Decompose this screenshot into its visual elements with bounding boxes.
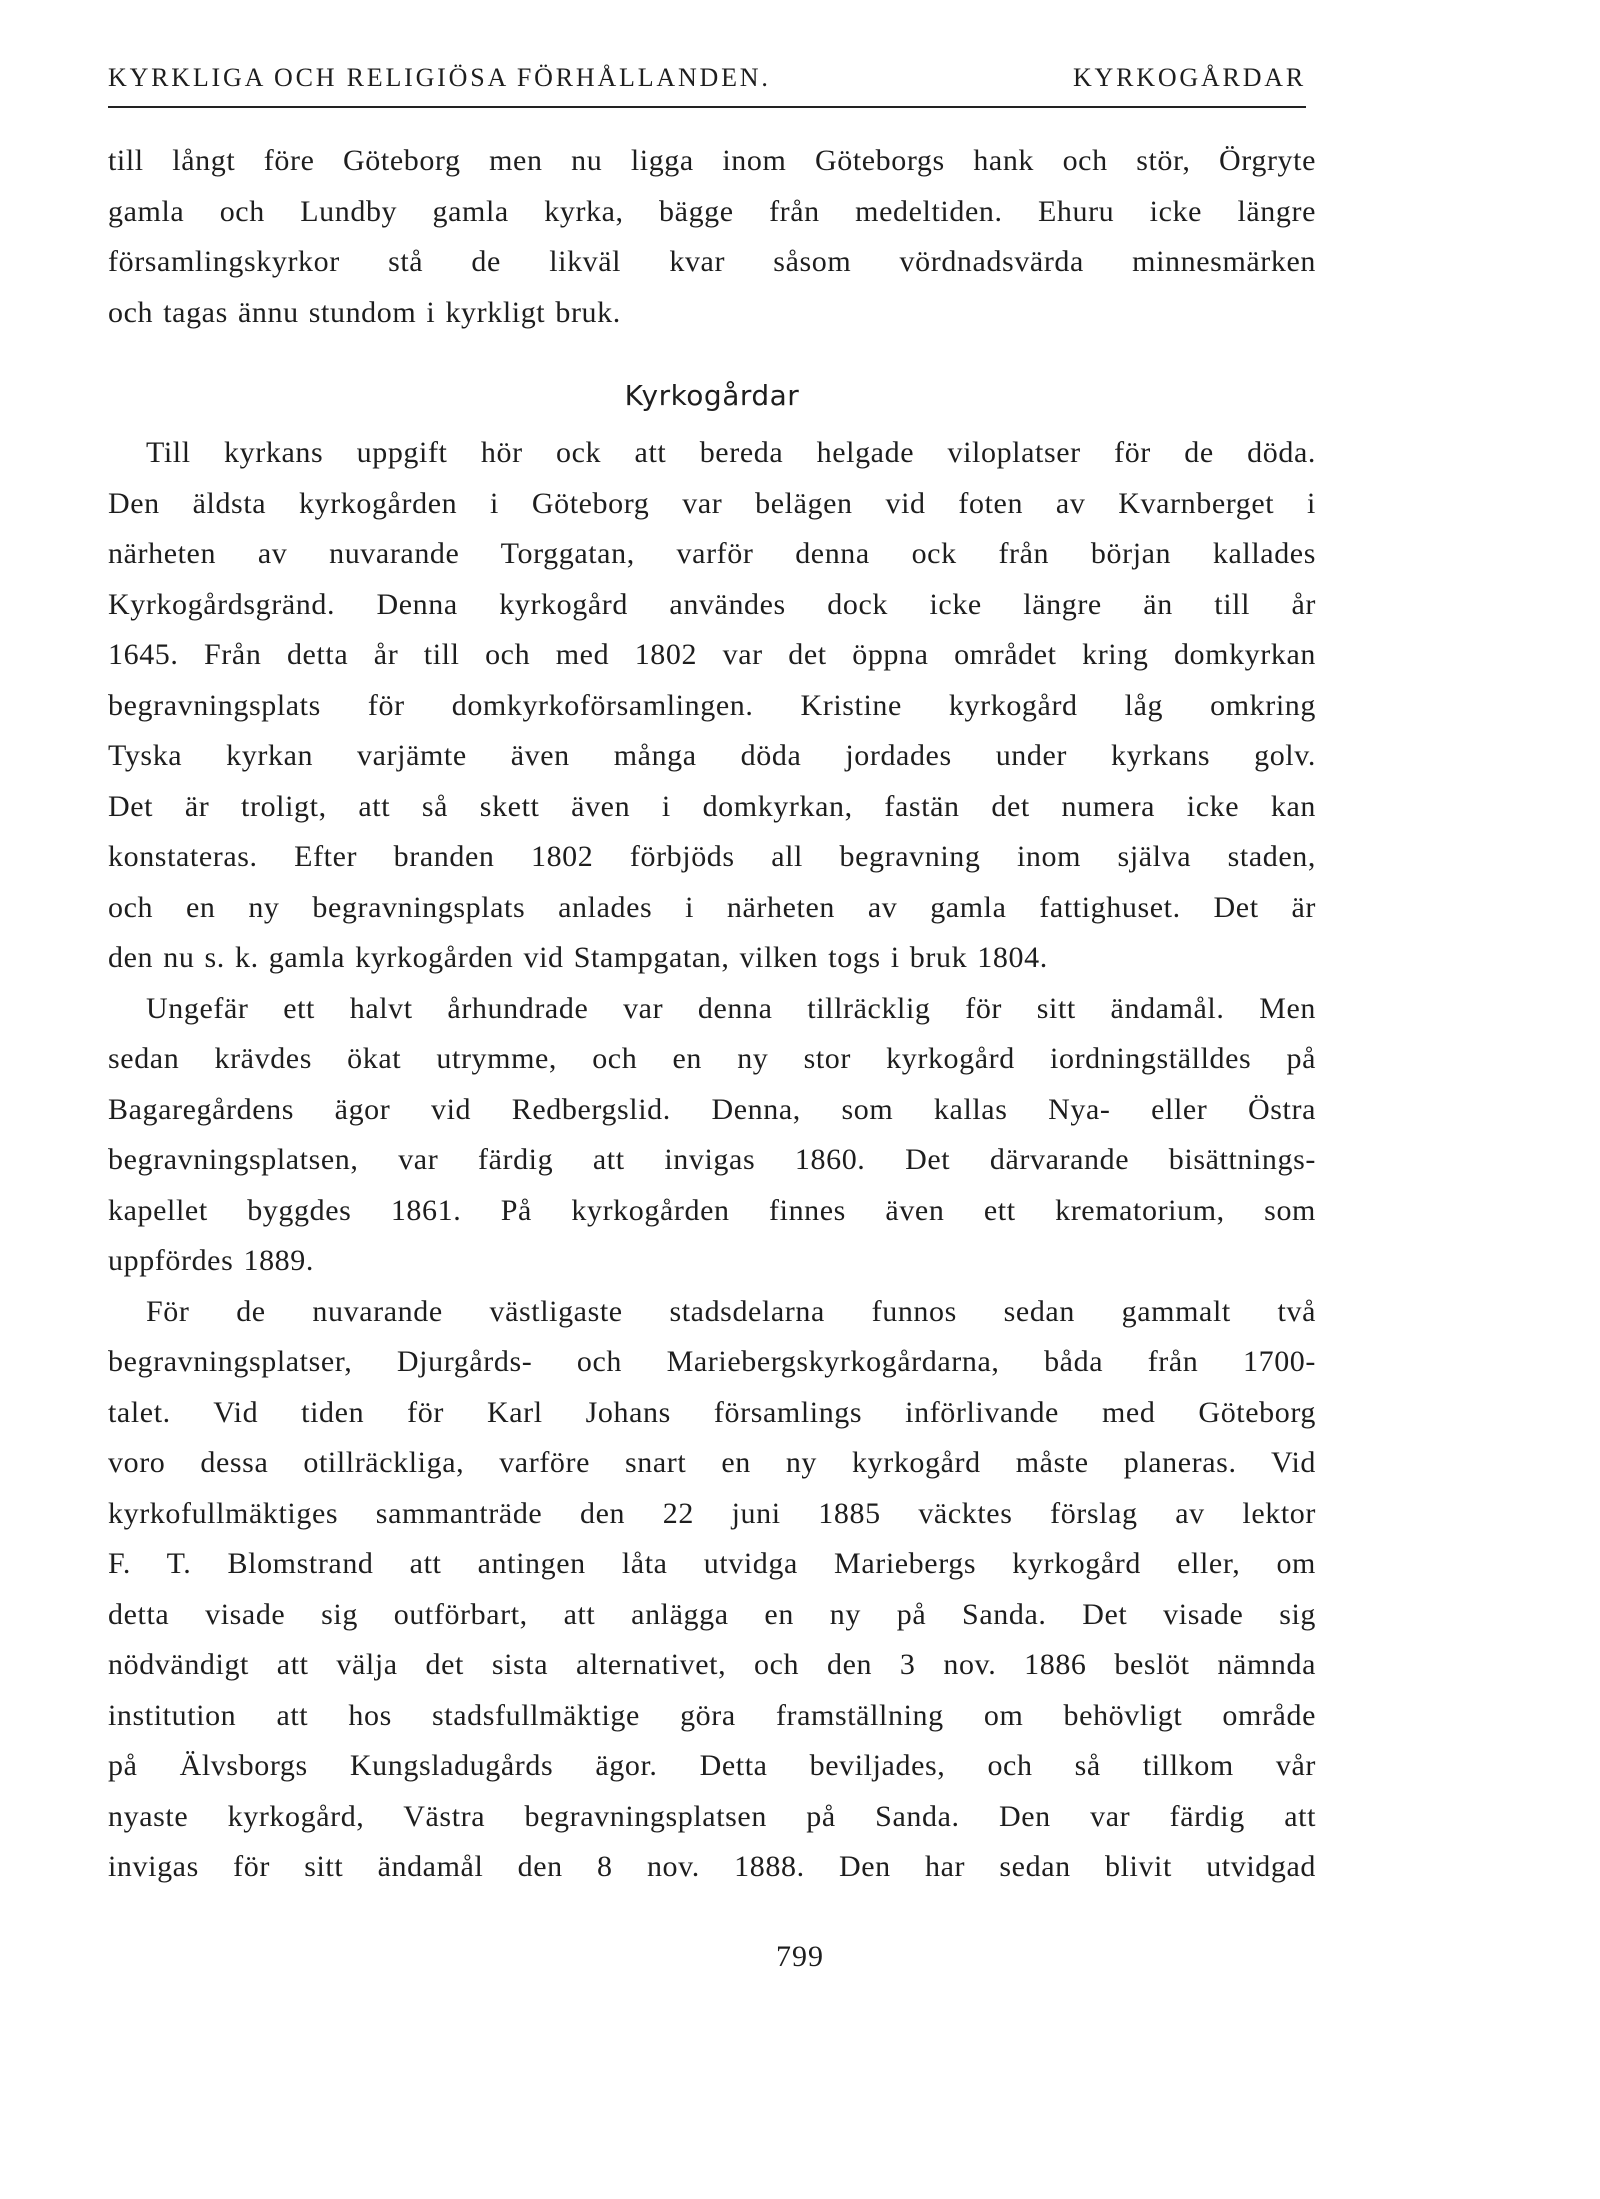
text-line: Till kyrkans uppgift hör ock att bereda helgade viloplatser för de döda. <box>146 436 1316 469</box>
running-head-right: KYRKOGÅRDAR <box>1072 63 1306 92</box>
text-line: 1645. Från detta år till och med 1802 var det öppna området kring domkyrkan <box>108 638 1316 671</box>
text-line: sedan krävdes ökat utrymme, och en ny stor kyrkogård iordningställdes på <box>108 1042 1316 1075</box>
text-line: nödvändigt att välja det sista alternativet, och den 3 nov. 1886 beslöt nämnda <box>108 1648 1316 1681</box>
paragraph-1 <box>108 428 1316 984</box>
intro-paragraph <box>108 136 1316 338</box>
paragraph-2 <box>108 984 1316 1287</box>
text-line: Ungefär ett halvt århundrade var denna tillräcklig för sitt ändamål. Men <box>146 991 1316 1025</box>
running-head-left: KYRKLIGA OCH RELIGIÖSA FÖRHÅLLANDEN. <box>108 63 771 92</box>
text-line: voro dessa otillräckliga, varföre snart en ny kyrkogård måste planeras. Vid <box>108 1446 1316 1479</box>
text-line: den nu s. k. gamla kyrkogården vid Stampgatan, vilken togs i bruk 1804. <box>108 941 1048 974</box>
text-line: invigas för sitt ändamål den 8 nov. 1888. Den har sedan blivit utvidgad <box>108 1850 1316 1883</box>
text-line: kyrkofullmäktiges sammanträde den 22 juni 1885 väcktes förslag av lektor <box>108 1496 1316 1530</box>
text-line: F. T. Blomstrand att antingen låta utvidga Mariebergs kyrkogård eller, om <box>108 1547 1316 1580</box>
page-number: 799 <box>776 1940 824 1973</box>
paragraph-3 <box>108 1287 1316 1893</box>
text-line: begravningsplats för domkyrkoförsamlingen. Kristine kyrkogård låg omkring <box>108 688 1316 722</box>
text-line: församlingskyrkor stå de likväl kvar såsom vördnadsvärda minnesmärken <box>108 245 1316 278</box>
text-line: på Älvsborgs Kungsladugårds ägor. Detta beviljades, och så tillkom vår <box>108 1749 1316 1782</box>
text-line: nyaste kyrkogård, Västra begravningsplatsen på Sanda. Den var färdig att <box>108 1799 1316 1833</box>
text-line: talet. Vid tiden för Karl Johans församlings införlivande med Göteborg <box>108 1395 1316 1429</box>
text-line: konstateras. Efter branden 1802 förbjöds all begravning inom själva staden, <box>108 840 1316 873</box>
text-line: uppfördes 1889. <box>108 1244 314 1277</box>
text-line: Det är troligt, att så skett även i domkyrkan, fastän det numera icke kan <box>108 789 1316 823</box>
text-line: gamla och Lundby gamla kyrka, bägge från medeltiden. Ehuru icke längre <box>108 194 1316 228</box>
text-line: begravningsplatsen, var färdig att invigas 1860. Det därvarande bisättnings- <box>108 1143 1316 1176</box>
section-heading: Kyrkogårdar <box>624 379 800 412</box>
running-head <box>108 58 1306 98</box>
text-line: och tagas ännu stundom i kyrkligt bruk. <box>108 295 621 329</box>
text-line: kapellet byggdes 1861. På kyrkogården finnes även ett krematorium, som <box>108 1193 1316 1227</box>
text-line: Kyrkogårdsgränd. Denna kyrkogård användes dock icke längre än till år <box>108 587 1316 621</box>
header-rule <box>108 106 1306 108</box>
text-line: till långt före Göteborg men nu ligga inom Göteborgs hank och stör, Örgryte <box>108 144 1316 177</box>
text-line: detta visade sig outförbart, att anlägga en ny på Sanda. Det visade sig <box>108 1597 1316 1631</box>
text-line: närheten av nuvarande Torggatan, varför denna ock från början kallades <box>108 537 1316 570</box>
body-text <box>108 136 1316 1893</box>
text-line: begravningsplatser, Djurgårds- och Mariebergskyrkogårdarna, båda från 1700- <box>108 1345 1316 1378</box>
text-line: Den äldsta kyrkogården i Göteborg var belägen vid foten av Kvarnberget i <box>108 486 1316 520</box>
text-line: Tyska kyrkan varjämte även många döda jordades under kyrkans golv. <box>108 739 1316 772</box>
text-line: och en ny begravningsplats anlades i närheten av gamla fattighuset. Det är <box>108 890 1316 924</box>
text-line: institution att hos stadsfullmäktige göra framställning om behövligt område <box>108 1698 1316 1732</box>
text-line: Bagaregårdens ägor vid Redbergslid. Denna, som kallas Nya- eller Östra <box>108 1092 1316 1126</box>
text-line: För de nuvarande västligaste stadsdelarna funnos sedan gammalt två <box>146 1294 1316 1328</box>
